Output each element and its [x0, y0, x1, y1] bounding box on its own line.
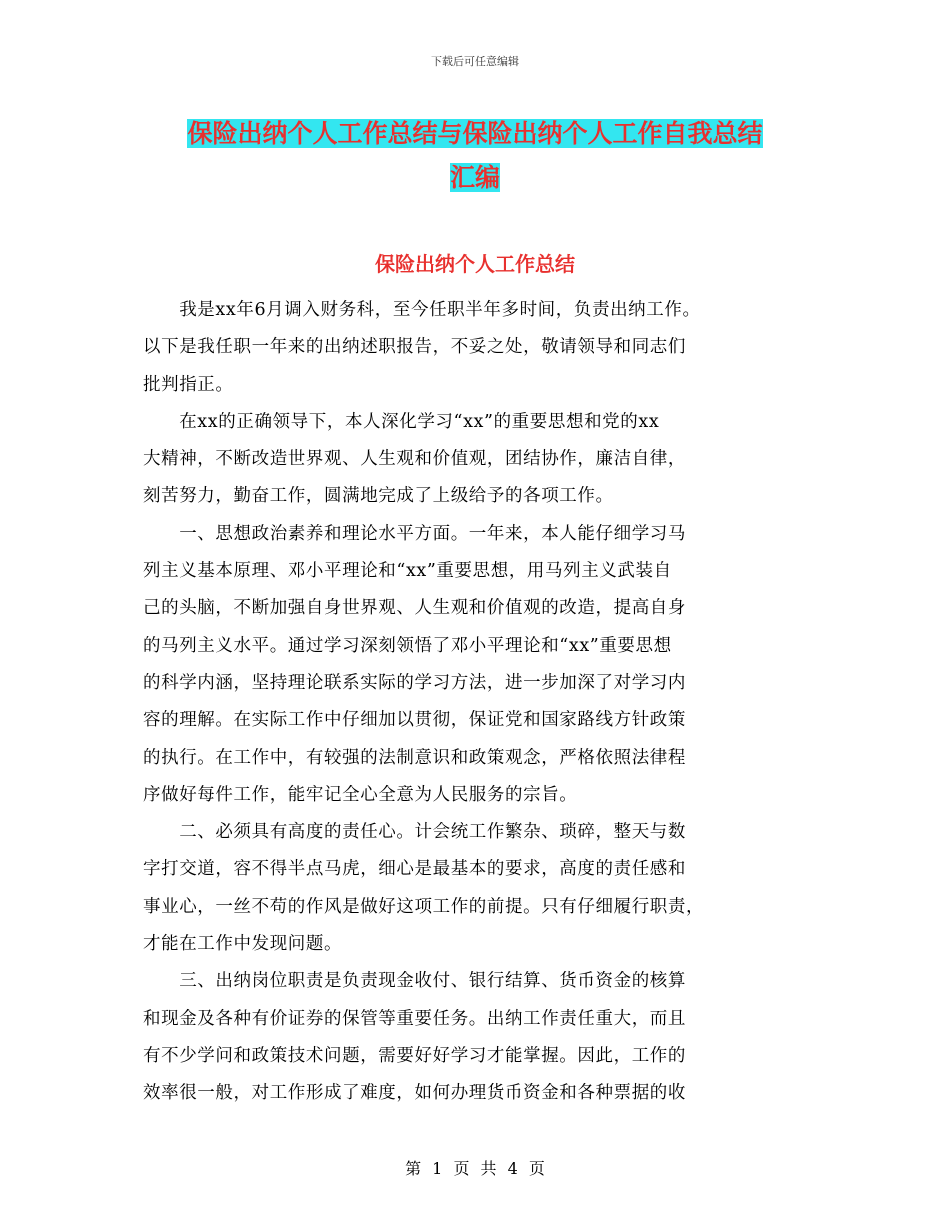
body-line: 才能在工作中发现问题。 [143, 934, 343, 955]
body-line: 效率很一般，对工作形成了难度，如何办理货币资金和各种票据的收 [143, 1083, 686, 1104]
body-line: 列主义基本原理、邓小平理论和“xx”重要思想，用马列主义武装自 [143, 561, 672, 582]
document-title-line-1: 保险出纳个人工作总结与保险出纳个人工作自我总结 [187, 119, 763, 148]
body-line: 刻苦努力，勤奋工作，圆满地完成了上级给予的各项工作。 [143, 486, 614, 507]
body-line: 和现金及各种有价证券的保管等重要任务。出纳工作责任重大，而且 [143, 1008, 686, 1029]
body-line: 己的头脑，不断加强自身世界观、人生观和价值观的改造，提高自身 [143, 598, 686, 619]
body-line: 以下是我任职一年来的出纳述职报告，不妥之处，敬请领导和同志们 [143, 337, 686, 358]
section-title: 保险出纳个人工作总结 [375, 252, 575, 276]
body-line: 的执行。在工作中，有较强的法制意识和政策观念，严格依照法律程 [143, 747, 686, 768]
document-title-line-2: 汇编 [449, 163, 500, 192]
body-line: 大精神，不断改造世界观、人生观和价值观，团结协作，廉洁自律， [143, 449, 686, 470]
document-title [0, 112, 950, 200]
body-line: 二、必须具有高度的责任心。计会统工作繁杂、琐碎，整天与数 [143, 822, 686, 843]
body-line: 的马列主义水平。通过学习深刻领悟了邓小平理论和“xx”重要思想 [143, 635, 672, 656]
body-line: 序做好每件工作，能牢记全心全意为人民服务的宗旨。 [143, 784, 578, 805]
body-text [143, 292, 823, 1113]
body-line: 容的理解。在实际工作中仔细加以贯彻，保证党和国家路线方针政策 [143, 710, 686, 731]
page-footer: 第 1 页 共 4 页 [405, 1159, 545, 1178]
body-line: 有不少学问和政策技术问题，需要好好学习才能掌握。因此，工作的 [143, 1045, 686, 1066]
page-header-note: 下载后可任意编辑 [431, 55, 519, 68]
body-line: 的科学内涵，坚持理论联系实际的学习方法，进一步加深了对学习内 [143, 672, 686, 693]
body-line: 三、出纳岗位职责是负责现金收付、银行结算、货币资金的核算 [143, 971, 686, 992]
body-line: 字打交道，容不得半点马虎，细心是最基本的要求，高度的责任感和 [143, 859, 686, 880]
body-line: 批判指正。 [143, 374, 234, 395]
body-line: 一、思想政治素养和理论水平方面。一年来，本人能仔细学习马 [143, 523, 686, 544]
body-line: 我是xx年6月调入财务科，至今任职半年多时间，负责出纳工作。 [143, 300, 701, 320]
body-line: 事业心，一丝不苟的作风是做好这项工作的前提。只有仔细履行职责， [143, 896, 705, 917]
body-line: 在xx的正确领导下，本人深化学习“xx”的重要思想和党的xx [143, 411, 660, 432]
